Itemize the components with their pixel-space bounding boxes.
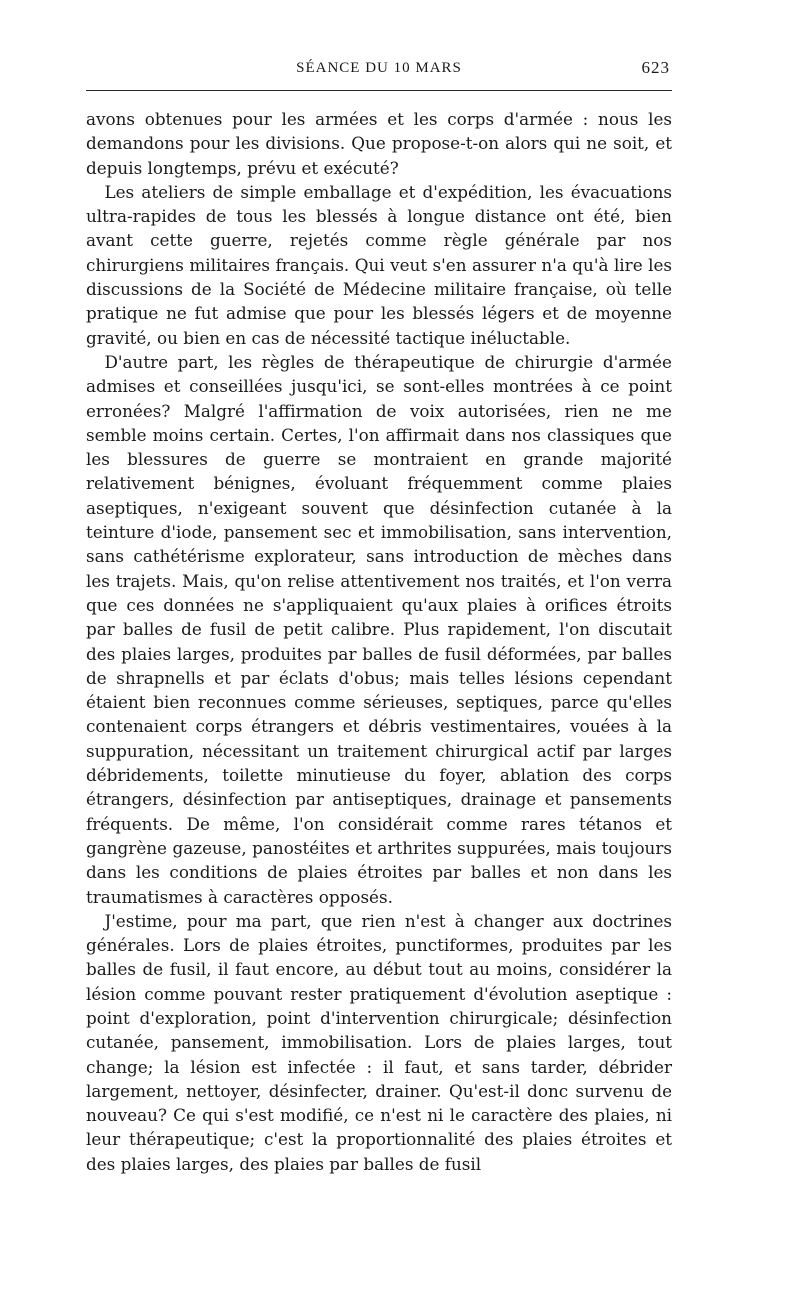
running-title: SÉANCE DU 10 MARS	[296, 60, 462, 76]
paragraph-evacuations: Les ateliers de simple emballage et d'expédition, les évacuations ultra-rapides de tous les blessés à longue distance ont été, bien avant cette guerre, rejetés comme règle générale par nos chirurgiens militaires français. Qui veut s'en assurer n'a qu'à lire les discussions de la Société de Médecine militaire française, où telle pratique ne fut admise que pour les blessés légers et de moyenne gravité, ou bien en cas de nécessité tactique inéluctable.	[86, 181, 672, 348]
paragraph-therapeutic-rules: D'autre part, les règles de thérapeutique de chirurgie d'armée admises et conseillées jusqu'ici, se sont-elles montrées à ce point erronées? Malgré l'affirmation de voix autorisées, rien ne me semble moins certain. Certes, l'on affirmait dans nos classiques que les blessures de guerre se montraient en grande majorité relativement bénignes, évoluant fréquemment comme plaies aseptiques, n'exigeant souvent que désinfection cutanée à la teinture d'iode, pansement sec et immobilisation, sans intervention, sans cathétérisme explorateur, sans introduction de mèches dans les trajets. Mais, qu'on relise attentivement nos traités, et l'on verra que ces données ne s'appliquaient qu'aux plaies à orifices étroits par balles de fusil de petit calibre. Plus rapidement, l'on discutait des plaies larges, produites par balles de fusil déformées, par balles de shrapnells et par éclats d'obus; mais telles lésions cependant étaient bien reconnues comme sérieuses, septiques, parce qu'elles contenaient corps étrangers et débris vestimentaires, vouées à la suppuration, nécessitant un traitement chirurgical actif par larges débridements, toilette minutieuse du foyer, ablation des corps étrangers, désinfection par antiseptiques, drainage et pansements fréquents. De même, l'on considérait comme rares tétanos et gangrène gazeuse, panostéites et arthrites suppurées, mais toujours dans les conditions de plaies étroites par balles et non dans les traumatismes à caractères opposés.	[86, 351, 672, 907]
body-text	[86, 107, 672, 1176]
header-rule	[86, 90, 672, 91]
paragraph-continuation: avons obtenues pour les armées et les corps d'armée : nous les demandons pour les divisions. Que propose-t-on alors qui ne soit, et depuis longtemps, prévu et exécuté?	[86, 109, 672, 178]
running-head	[86, 56, 672, 82]
page-number: 623	[641, 58, 670, 77]
paragraph-general-doctrines: J'estime, pour ma part, que rien n'est à changer aux doctrines générales. Lors de plaies étroites, punctiformes, produites par les balles de fusil, il faut encore, au début tout au moins, considérer la lésion comme pouvant rester pratiquement d'évolution aseptique : point d'exploration, point d'intervention chirurgicale; désinfection cutanée, pansement, immobilisation. Lors de plaies larges, tout change; la lésion est infectée : il faut, et sans tarder, débrider largement, nettoyer, désinfecter, drainer. Qu'est-il donc survenu de nouveau? Ce qui s'est modifié, ce n'est ni le caractère des plaies, ni leur thérapeutique; c'est la proportionnalité des plaies étroites et des plaies larges, des plaies par balles de fusil	[86, 910, 672, 1174]
book-page	[86, 56, 672, 1176]
